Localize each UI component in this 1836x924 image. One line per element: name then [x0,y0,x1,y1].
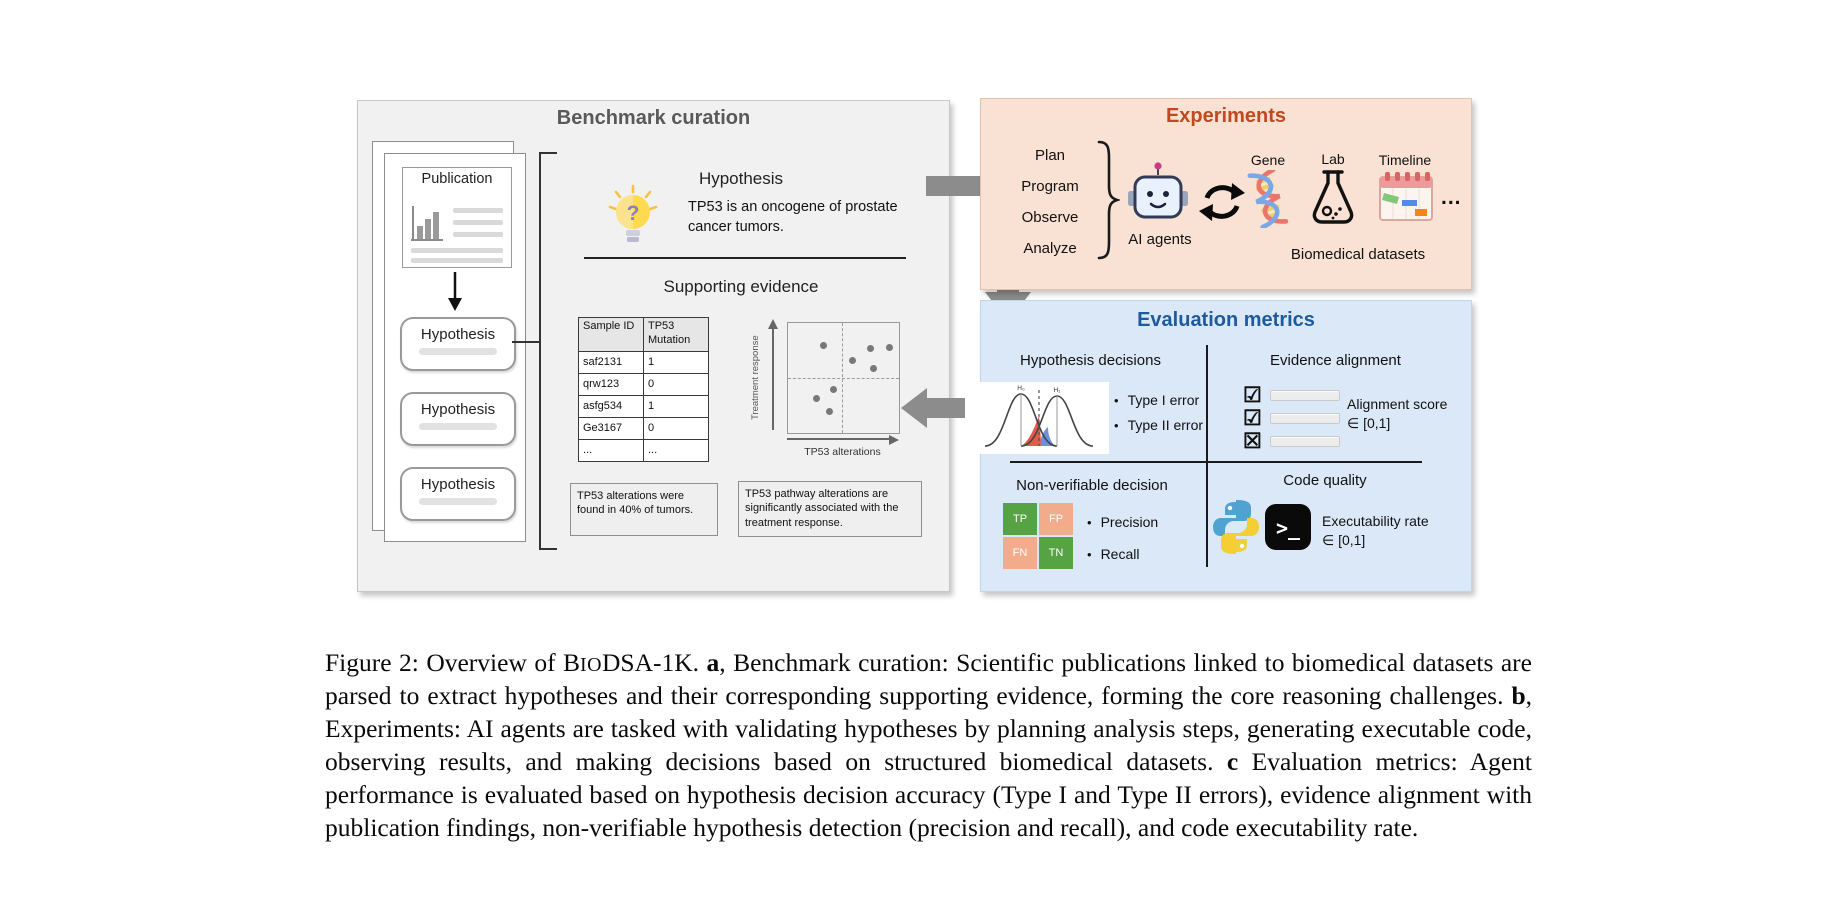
ellipsis-more-datasets: ... [1441,186,1462,209]
agent-step-label: Program [1021,178,1079,195]
bullet-icon: • [1087,515,1092,530]
supporting-evidence-title: Supporting evidence [663,277,819,296]
executability-label: Executability rate [1322,513,1429,529]
alignment-score-range: ∈ [0,1] [1347,414,1391,431]
agent-step-label: Plan [1034,147,1066,164]
svg-text:>_: >_ [1275,516,1301,540]
evidence-table-body [579,352,709,462]
h1-label: H₁ [1053,387,1061,394]
bullet-icon: • [1087,547,1092,562]
quadrant-divider-vertical [1206,345,1208,567]
scatter-xaxis [787,438,889,440]
lightbulb-icon [603,183,663,247]
scatter-point [870,365,877,372]
precision-label: Precision [1100,514,1159,530]
confusion-matrix-cell-tp: TP [1003,503,1037,535]
benchmark-title: Benchmark curation [556,107,751,129]
text-line [419,498,497,505]
scatter-point [813,395,820,402]
hypothesis-box [400,392,516,446]
flask-icon [1308,168,1358,226]
evidence-table-cell: asfg534 [579,396,644,418]
alignment-check-row [1243,408,1340,429]
caption-segment: b [1511,680,1526,710]
text-line [419,423,497,430]
evidence-table-cell: ... [644,440,709,462]
scatter-plot [787,322,900,434]
text-line [419,348,497,355]
hypothesis-box [400,317,516,371]
publication-card [402,167,512,268]
hypothesis-decisions-title: Hypothesis decisions [1020,352,1161,369]
evidence-table-cell: 0 [644,418,709,440]
evidence-table-cell: 0 [644,374,709,396]
biomedical-datasets-label: Biomedical datasets [1290,246,1426,263]
quadrant-divider-horizontal [1010,461,1422,463]
confusion-matrix-cell-fn: FN [1003,537,1037,569]
hypothesis-box [400,467,516,521]
checkbox-crossed-icon: ☒ [1243,430,1262,453]
type-2-error-label: Type II error [1127,417,1204,433]
finding-box-2: TP53 pathway alterations are significantly associated with the treatment response. [738,481,922,537]
yaxis-arrowhead [768,319,778,329]
h0-label: H₀ [1017,385,1025,392]
hypothesis-stack [400,317,516,542]
arrow-left-evaluation-to-benchmark [901,388,965,428]
caption-segment: , Experiments: AI agents are tasked with validating hypotheses by planning analysis steps, generating executable code, observing results, and making decisions based on structured biomedical datasets. [325,680,1532,776]
scatter-point [867,345,874,352]
alignment-score-label: Alignment score [1347,396,1448,412]
evidence-table-row [579,352,709,374]
hypothesis-box-label: Hypothesis [420,401,496,418]
gene-label: Gene [1250,152,1286,168]
xaxis-arrowhead [889,435,899,445]
alignment-check-row [1243,431,1340,452]
section-divider-line [584,257,906,259]
evidence-table-cell: saf2131 [579,352,644,374]
dashed-line-horizontal [788,378,899,379]
evidence-table-header-cell: TP53 Mutation [644,318,709,352]
hypothesis-statement: TP53 is an oncogene of prostate cancer tumors. [688,199,898,235]
evaluation-title: Evaluation metrics [1137,309,1315,331]
confusion-matrix-cell-fp: FP [1039,503,1073,535]
hypothesis-connector-line [512,341,539,343]
alignment-score-note [1347,395,1462,433]
evidence-text-bar [1270,390,1340,401]
lab-label: Lab [1321,151,1345,167]
python-icon [1211,500,1261,554]
down-arrow-icon [446,272,464,312]
caption-segment: IO [580,653,603,676]
evidence-table-cell: qrw123 [579,374,644,396]
ai-agents-label: AI agents [1128,231,1192,248]
scatter-ylabel: Treatment response [750,335,761,420]
scatter-point [849,357,856,364]
alignment-check-row [1243,385,1340,406]
text-line [453,220,503,225]
agent-steps-list [1008,147,1092,257]
svg-text:?: ? [626,202,640,225]
text-line [453,232,503,237]
publication-label: Publication [421,171,493,187]
robot-icon [1128,160,1188,228]
evidence-table-row [579,418,709,440]
text-line [453,208,503,213]
gantt-calendar-icon [1379,170,1433,222]
caption-segment: Figure 2: Overview of B [325,647,581,677]
precision-item [1087,514,1158,530]
agent-step-label: Observe [1021,209,1079,226]
dna-icon [1244,170,1292,228]
agent-step-label: Analyze [1023,240,1077,257]
code-quality-title: Code quality [1283,472,1367,489]
checkbox-checked-icon: ☑ [1243,407,1262,430]
caption-segment: Evaluation metrics: Agent performance is evaluated based on hypothesis decision accuracy (Type I and Type II errors), evidence alignment with publication findings, non-verifiable hypothesis detection (precision and recall), and code executability rate. [325,746,1532,843]
scatter-point [820,342,827,349]
evidence-table-header [579,318,709,352]
refresh-cycle-icon [1199,180,1245,224]
evidence-table-cell: ... [579,440,644,462]
terminal-icon [1265,504,1311,550]
confusion-matrix-cell-tn: TN [1039,537,1073,569]
evidence-table-cell: 1 [644,396,709,418]
scatter-xlabel: TP53 alterations [804,446,881,458]
evidence-text-bar [1270,436,1340,447]
type-2-error-item [1114,417,1203,433]
alignment-checklist [1243,385,1340,452]
scatter-point [826,408,833,415]
bullet-icon: • [1114,393,1119,408]
confusion-matrix [1003,503,1073,569]
evidence-table-row [579,396,709,418]
evidence-table [578,317,709,462]
bracket-tick-bottom [539,548,557,550]
evidence-table-cell: 1 [644,352,709,374]
type-1-error-label: Type I error [1127,392,1200,408]
executability-note [1322,512,1447,550]
type-1-error-item [1114,392,1199,408]
evidence-table-row [579,440,709,462]
recall-item [1087,546,1139,562]
non-verifiable-title: Non-verifiable decision [1016,477,1168,494]
hypothesis-detail-title: Hypothesis [698,169,784,188]
recall-label: Recall [1100,546,1140,562]
text-line [411,258,503,263]
scatter-point [886,344,893,351]
finding-box-1: TP53 alterations were found in 40% of tumors. [570,483,718,536]
scatter-yaxis [772,328,774,430]
text-line [411,248,503,253]
evidence-alignment-title: Evidence alignment [1270,352,1401,369]
evidence-table-cell: Ge3167 [579,418,644,440]
figure-caption [325,646,1532,845]
timeline-label: Timeline [1378,152,1432,168]
caption-segment: c [1226,746,1239,776]
caption-segment: , Benchmark curation: Scientific publications linked to biomedical datasets are parsed to extract hypotheses and their corresponding supporting evidence, forming the core reasoning challenges. [325,647,1532,710]
caption-segment: DSA-1K. [602,647,707,677]
scatter-point [830,386,837,393]
evidence-table-row [579,374,709,396]
caption-segment: a [706,647,720,677]
hypothesis-box-label: Hypothesis [420,476,496,493]
evidence-text-bar [1270,413,1340,424]
distribution-curves-icon [977,382,1109,454]
experiments-title: Experiments [1165,105,1287,127]
evidence-table-header-cell: Sample ID [579,318,644,352]
bracket-tick-top [539,152,557,154]
bullet-icon: • [1114,418,1119,433]
bracket-line [539,152,541,550]
hypothesis-box-label: Hypothesis [420,326,496,343]
executability-range: ∈ [0,1] [1322,531,1366,548]
checkbox-checked-icon: ☑ [1243,384,1262,407]
bar-chart-icon [409,202,447,246]
